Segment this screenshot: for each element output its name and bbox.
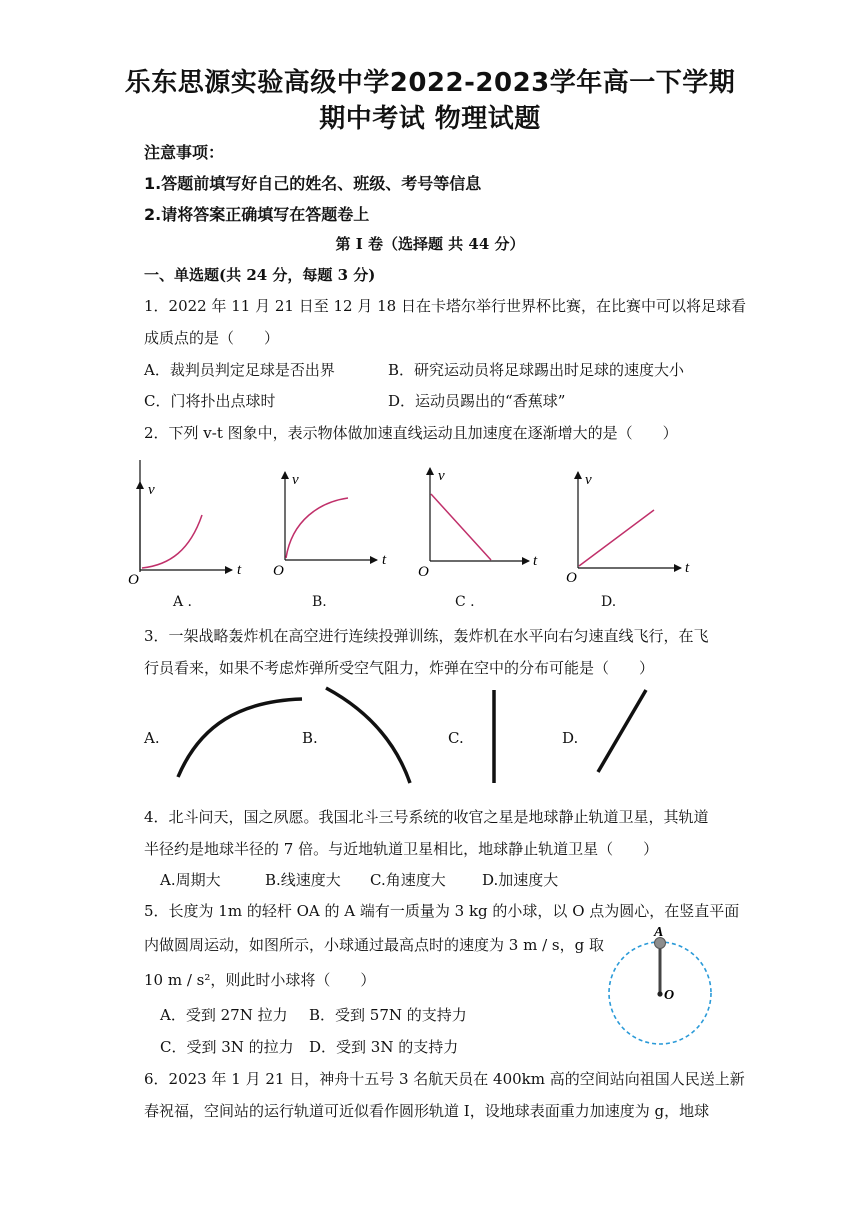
q5-stem-line2: 内做圆周运动，如图所示，小球通过最高点时的速度为 3 m / s，g 取 [144,936,604,954]
origin-a: O [128,572,139,588]
axis-v-a: v [148,482,155,498]
exam-title-line2: 期中考试 物理试题 [319,104,541,134]
q1-option-b: B．研究运动员将足球踢出时足球的速度大小 [388,361,685,379]
q4-option-b: B.线速度大 [265,871,341,889]
q1-option-c: C．门将扑出点球时 [144,392,276,410]
label-a: A [654,925,664,940]
axis-v-c: v [438,468,445,484]
q3-option-a: A. [144,729,160,747]
axis-v-b: v [292,472,299,488]
q3-option-d: D. [562,729,579,747]
q5-stem-line3: 10 m / s²，则此时小球将（ ） [144,971,376,989]
axis-t-a: t [237,562,242,578]
q3-bomb-paths [160,685,660,785]
exam-title-line1: 乐东思源实验高级中学2022-2023学年高一下学期 [124,68,736,98]
axis-t-b: t [382,552,387,568]
graph-b [273,472,387,579]
bomb-path-d [598,690,646,772]
bomb-path-a [178,699,302,777]
part1-header: 第 I 卷（选择题 共 44 分） [335,235,525,253]
q5-option-d: D．受到 3N 的支持力 [309,1038,459,1056]
q4-stem-line2: 半径约是地球半径的 7 倍。与近地轨道卫星相比，地球静止轨道卫星（ ） [144,840,659,858]
q6-stem-line2: 春祝福，空间站的运行轨道可近似看作圆形轨道 I，设地球表面重力加速度为 g，地球 [144,1102,710,1120]
notice-item-2: 2.请将答案正确填写在答题卷上 [144,205,370,224]
q2-label-a: A . [173,594,193,610]
q1-option-d: D．运动员踢出的“香蕉球” [388,392,566,410]
q2-label-b: B. [312,594,327,610]
notice-heading: 注意事项： [144,143,225,162]
origin-b: O [273,563,284,579]
q4-stem-line1: 4．北斗问天，国之夙愿。我国北斗三号系统的收官之星是地球静止轨道卫星，其轨道 [144,808,709,826]
origin-d: O [566,570,577,586]
q2-label-d: D. [601,594,617,610]
q3-option-c: C. [448,729,464,747]
center-o [657,991,662,996]
q5-option-a: A．受到 27N 拉力 [160,1006,288,1024]
label-o: O [664,988,675,1003]
q1-stem-line2: 成质点的是（ ） [144,329,280,347]
q5-stem-line1: 5．长度为 1m 的轻杆 OA 的 A 端有一质量为 3 kg 的小球，以 O 点为圆心，在竖直平面 [144,902,740,920]
axis-t-d: t [685,560,690,576]
q3-option-b: B. [302,729,318,747]
q5-option-b: B．受到 57N 的支持力 [309,1006,467,1024]
bomb-path-b [326,688,410,783]
curve-a [142,515,202,568]
graph-c [418,468,538,580]
q2-vt-graphs [120,460,720,590]
graph-d [566,472,690,586]
line-d [579,510,654,566]
q1-option-a: A．裁判员判定足球是否出界 [144,361,335,379]
q1-stem-line1: 1．2022 年 11 月 21 日至 12 月 18 日在卡塔尔举行世界杯比赛，在比赛中可以将足球看 [144,297,746,315]
axis-t-c: t [533,553,538,569]
q3-stem-line1: 3．一架战略轰炸机在高空进行连续投弹训练，轰炸机在水平向右匀速直线飞行，在飞 [144,627,709,645]
graph-a [128,460,242,588]
origin-c: O [418,564,429,580]
curve-b [286,498,348,558]
q4-option-d: D.加速度大 [482,871,559,889]
q5-option-c: C．受到 3N 的拉力 [160,1038,294,1056]
q3-stem-line2: 行员看来，如果不考虑炸弹所受空气阻力，炸弹在空中的分布可能是（ ） [144,659,655,677]
notice-item-1: 1.答题前填写好自己的姓名、班级、考号等信息 [144,174,482,193]
axis-v-d: v [585,472,592,488]
q5-circle-figure [600,922,720,1052]
q2-stem: 2．下列 v-t 图象中，表示物体做加速直线运动且加速度在逐渐增大的是（ ） [144,424,678,442]
q4-option-c: C.角速度大 [370,871,446,889]
section1-heading: 一、单选题(共 24 分，每题 3 分) [144,266,376,284]
line-c [431,494,491,560]
q6-stem-line1: 6．2023 年 1 月 21 日，神舟十五号 3 名航天员在 400km 高的空间站向祖国人民送上新 [144,1070,745,1088]
q4-option-a: A.周期大 [160,871,221,889]
q2-label-c: C . [455,594,475,610]
